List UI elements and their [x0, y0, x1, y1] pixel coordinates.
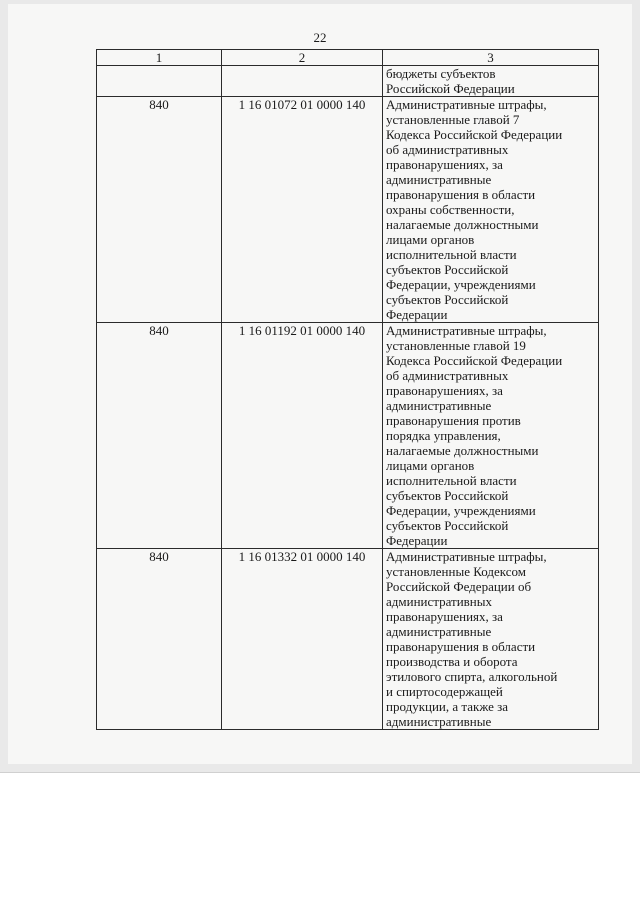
- description-line: правонарушения в области: [386, 187, 536, 202]
- description-line: субъектов Российской: [386, 518, 509, 533]
- description-line: установленные Кодексом: [386, 564, 527, 579]
- description-line: Федерации: [386, 533, 448, 548]
- description-line: установленные главой 19: [386, 338, 526, 353]
- kbk-code-cell: 1 16 01072 01 0000 140: [222, 97, 383, 323]
- description-line: Административные штрафы,: [386, 97, 547, 112]
- description-line: правонарушениях, за: [386, 157, 503, 172]
- description-line: Федерации, учреждениями: [386, 277, 536, 292]
- description-line: административные: [386, 624, 492, 639]
- description-line: производства и оборота: [386, 654, 518, 669]
- description-line: административные: [386, 172, 492, 187]
- description-cell: [383, 549, 599, 730]
- description-line: охраны собственности,: [386, 202, 515, 217]
- description-line: Российской Федерации об: [386, 579, 532, 594]
- column-header-2: 2: [222, 50, 383, 66]
- description-line: Административные штрафы,: [386, 323, 547, 338]
- admin-code-cell: 840: [97, 97, 222, 323]
- description-line: и спиртосодержащей: [386, 684, 503, 699]
- description-line: установленные главой 7: [386, 112, 520, 127]
- column-header-1: 1: [97, 50, 222, 66]
- table-row: [97, 66, 599, 97]
- description-line: Федерации: [386, 307, 448, 322]
- kbk-code-cell: 1 16 01332 01 0000 140: [222, 549, 383, 730]
- description-line: Кодекса Российской Федерации: [386, 127, 563, 142]
- description-line: порядка управления,: [386, 428, 501, 443]
- description-line: лицами органов: [386, 458, 475, 473]
- description-line: правонарушения в области: [386, 639, 536, 654]
- table-header-row: [97, 50, 599, 66]
- admin-code-cell: [97, 66, 222, 97]
- description-line: Кодекса Российской Федерации: [386, 353, 563, 368]
- table-row: [97, 323, 599, 549]
- description-line: исполнительной власти: [386, 473, 517, 488]
- description-line: административных: [386, 594, 492, 609]
- description-line: об административных: [386, 368, 509, 383]
- admin-code-cell: 840: [97, 323, 222, 549]
- kbk-code-cell: 1 16 01192 01 0000 140: [222, 323, 383, 549]
- description-line: административные: [386, 714, 492, 729]
- description-line: этилового спирта, алкогольной: [386, 669, 558, 684]
- description-line: субъектов Российской: [386, 488, 509, 503]
- description-line: субъектов Российской: [386, 262, 509, 277]
- description-line: Административные штрафы,: [386, 549, 547, 564]
- table-row: [97, 97, 599, 323]
- description-line: правонарушениях, за: [386, 609, 503, 624]
- description-line: продукции, а также за: [386, 699, 509, 714]
- description-line: об административных: [386, 142, 509, 157]
- description-line: правонарушениях, за: [386, 383, 503, 398]
- description-line: лицами органов: [386, 232, 475, 247]
- description-cell: [383, 66, 599, 97]
- description-line: Федерации, учреждениями: [386, 503, 536, 518]
- budget-codes-table: [96, 49, 599, 730]
- description-line: Российской Федерации: [386, 81, 515, 96]
- page-number: 22: [313, 30, 327, 45]
- table-row: [97, 549, 599, 730]
- description-line: налагаемые должностными: [386, 217, 539, 232]
- description-cell: [383, 323, 599, 549]
- description-cell: [383, 97, 599, 323]
- column-header-3: 3: [383, 50, 599, 66]
- description-line: субъектов Российской: [386, 292, 509, 307]
- description-line: исполнительной власти: [386, 247, 517, 262]
- admin-code-cell: 840: [97, 549, 222, 730]
- description-line: административные: [386, 398, 492, 413]
- description-line: налагаемые должностными: [386, 443, 539, 458]
- description-line: правонарушения против: [386, 413, 521, 428]
- description-line: бюджеты субъектов: [386, 66, 496, 81]
- kbk-code-cell: [222, 66, 383, 97]
